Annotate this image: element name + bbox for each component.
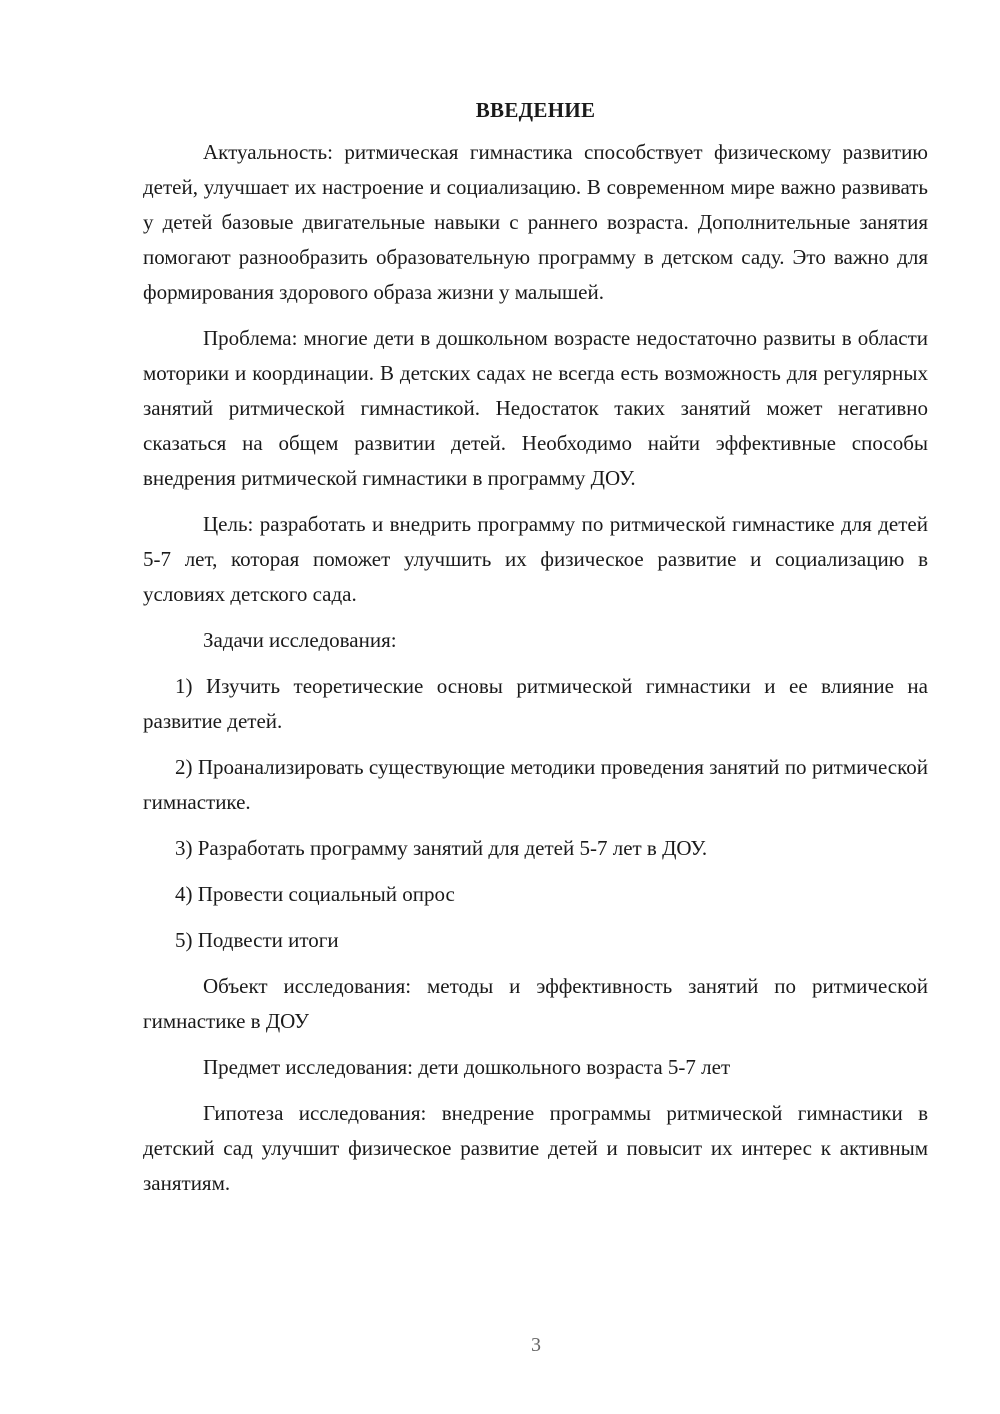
- task-item: 5) Подвести итоги: [175, 928, 339, 952]
- task-item: 3) Разработать программу занятий для детей 5-7 лет в ДОУ.: [175, 836, 708, 860]
- relevance-paragraph: Актуальность: ритмическая гимнастика способствует физическому развитию детей, улучшает их настроение и социализацию. В современном мире важно развивать у детей базовые двигательные навыки с раннего возраста. Дополнительные занятия помогают разнообразить образовательную программу в детском саду. Это важно для формирования здорового образа жизни у малышей.: [143, 140, 928, 304]
- problem-paragraph: Проблема: многие дети в дошкольном возрасте недостаточно развиты в области моторики и координации. В детских садах не всегда есть возможность для регулярных занятий ритмической гимнастикой. Недостаток таких занятий может негативно сказаться на общем развитии детей. Необходимо найти эффективные способы внедрения ритмической гимнастики в программу ДОУ.: [143, 326, 928, 490]
- subject-paragraph: Предмет исследования: дети дошкольного возраста 5-7 лет: [203, 1055, 731, 1079]
- object-paragraph: Объект исследования: методы и эффективность занятий по ритмической гимнастике в ДОУ: [143, 974, 928, 1033]
- task-item: 4) Провести социальный опрос: [175, 882, 455, 906]
- task-item: 2) Проанализировать существующие методики проведения занятий по ритмической гимнастике.: [143, 755, 928, 814]
- task-item: 1) Изучить теоретические основы ритмической гимнастики и ее влияние на развитие детей.: [143, 674, 928, 733]
- page-number: 3: [531, 1334, 541, 1356]
- section-heading: ВВЕДЕНИЕ: [475, 98, 596, 122]
- tasks-heading: Задачи исследования:: [203, 628, 397, 652]
- goal-paragraph: Цель: разработать и внедрить программу по ритмической гимнастике для детей 5-7 лет, которая поможет улучшить их физическое развитие и социализацию в условиях детского сада.: [143, 512, 928, 606]
- hypothesis-paragraph: Гипотеза исследования: внедрение программы ритмической гимнастики в детский сад улучшит физическое развитие детей и повысит их интерес к активным занятиям.: [143, 1101, 928, 1195]
- document-page: [143, 93, 928, 1212]
